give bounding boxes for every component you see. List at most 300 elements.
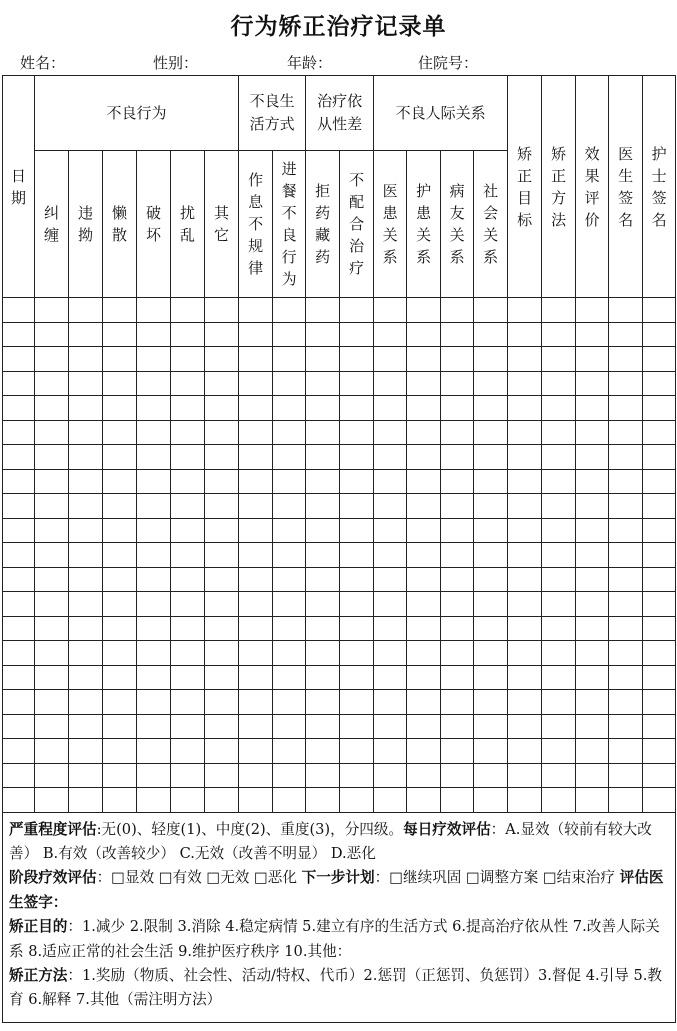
empty-cell[interactable] bbox=[137, 371, 171, 396]
empty-cell[interactable] bbox=[643, 371, 676, 396]
empty-cell[interactable] bbox=[273, 543, 306, 568]
empty-cell[interactable] bbox=[171, 420, 205, 445]
empty-cell[interactable] bbox=[273, 322, 306, 347]
empty-cell[interactable] bbox=[508, 714, 542, 739]
empty-cell[interactable] bbox=[474, 763, 508, 788]
empty-cell[interactable] bbox=[69, 518, 103, 543]
empty-cell[interactable] bbox=[374, 518, 407, 543]
empty-cell[interactable] bbox=[542, 469, 576, 494]
empty-cell[interactable] bbox=[35, 420, 69, 445]
empty-cell[interactable] bbox=[103, 494, 137, 519]
empty-cell[interactable] bbox=[374, 788, 407, 813]
empty-cell[interactable] bbox=[542, 690, 576, 715]
empty-cell[interactable] bbox=[643, 445, 676, 470]
empty-cell[interactable] bbox=[137, 322, 171, 347]
empty-cell[interactable] bbox=[103, 543, 137, 568]
empty-cell[interactable] bbox=[407, 396, 441, 421]
empty-cell[interactable] bbox=[205, 788, 239, 813]
empty-cell[interactable] bbox=[508, 420, 542, 445]
empty-cell[interactable] bbox=[103, 420, 137, 445]
empty-cell[interactable] bbox=[69, 690, 103, 715]
empty-cell[interactable] bbox=[171, 371, 205, 396]
empty-cell[interactable] bbox=[3, 763, 35, 788]
empty-cell[interactable] bbox=[441, 396, 474, 421]
empty-cell[interactable] bbox=[374, 371, 407, 396]
empty-cell[interactable] bbox=[205, 567, 239, 592]
empty-cell[interactable] bbox=[171, 788, 205, 813]
empty-cell[interactable] bbox=[137, 592, 171, 617]
empty-cell[interactable] bbox=[306, 518, 340, 543]
empty-cell[interactable] bbox=[508, 322, 542, 347]
empty-cell[interactable] bbox=[103, 322, 137, 347]
empty-cell[interactable] bbox=[273, 518, 306, 543]
empty-cell[interactable] bbox=[474, 714, 508, 739]
empty-cell[interactable] bbox=[609, 714, 643, 739]
empty-cell[interactable] bbox=[441, 420, 474, 445]
empty-cell[interactable] bbox=[508, 739, 542, 764]
empty-cell[interactable] bbox=[576, 322, 609, 347]
empty-cell[interactable] bbox=[576, 396, 609, 421]
empty-cell[interactable] bbox=[205, 763, 239, 788]
empty-cell[interactable] bbox=[340, 445, 374, 470]
empty-cell[interactable] bbox=[171, 347, 205, 372]
empty-cell[interactable] bbox=[508, 641, 542, 666]
empty-cell[interactable] bbox=[609, 371, 643, 396]
empty-cell[interactable] bbox=[103, 518, 137, 543]
empty-cell[interactable] bbox=[576, 445, 609, 470]
empty-cell[interactable] bbox=[508, 665, 542, 690]
empty-cell[interactable] bbox=[374, 763, 407, 788]
empty-cell[interactable] bbox=[3, 739, 35, 764]
empty-cell[interactable] bbox=[239, 763, 273, 788]
empty-cell[interactable] bbox=[306, 763, 340, 788]
empty-cell[interactable] bbox=[205, 641, 239, 666]
empty-cell[interactable] bbox=[609, 396, 643, 421]
empty-cell[interactable] bbox=[306, 445, 340, 470]
empty-cell[interactable] bbox=[3, 690, 35, 715]
empty-cell[interactable] bbox=[643, 788, 676, 813]
empty-cell[interactable] bbox=[273, 445, 306, 470]
empty-cell[interactable] bbox=[374, 739, 407, 764]
empty-cell[interactable] bbox=[137, 347, 171, 372]
empty-cell[interactable] bbox=[69, 347, 103, 372]
empty-cell[interactable] bbox=[239, 543, 273, 568]
empty-cell[interactable] bbox=[508, 469, 542, 494]
empty-cell[interactable] bbox=[474, 322, 508, 347]
empty-cell[interactable] bbox=[340, 763, 374, 788]
empty-cell[interactable] bbox=[474, 592, 508, 617]
empty-cell[interactable] bbox=[340, 322, 374, 347]
empty-cell[interactable] bbox=[137, 763, 171, 788]
empty-cell[interactable] bbox=[205, 543, 239, 568]
empty-cell[interactable] bbox=[374, 616, 407, 641]
empty-cell[interactable] bbox=[171, 322, 205, 347]
empty-cell[interactable] bbox=[474, 298, 508, 323]
empty-cell[interactable] bbox=[171, 543, 205, 568]
empty-cell[interactable] bbox=[609, 518, 643, 543]
empty-cell[interactable] bbox=[3, 543, 35, 568]
empty-cell[interactable] bbox=[103, 567, 137, 592]
empty-cell[interactable] bbox=[643, 641, 676, 666]
empty-cell[interactable] bbox=[35, 690, 69, 715]
empty-cell[interactable] bbox=[576, 739, 609, 764]
empty-cell[interactable] bbox=[69, 420, 103, 445]
empty-cell[interactable] bbox=[239, 690, 273, 715]
empty-cell[interactable] bbox=[239, 396, 273, 421]
empty-cell[interactable] bbox=[508, 396, 542, 421]
empty-cell[interactable] bbox=[340, 592, 374, 617]
empty-cell[interactable] bbox=[441, 665, 474, 690]
empty-cell[interactable] bbox=[340, 371, 374, 396]
empty-cell[interactable] bbox=[508, 298, 542, 323]
empty-cell[interactable] bbox=[508, 371, 542, 396]
empty-cell[interactable] bbox=[542, 396, 576, 421]
empty-cell[interactable] bbox=[407, 592, 441, 617]
empty-cell[interactable] bbox=[69, 665, 103, 690]
empty-cell[interactable] bbox=[239, 347, 273, 372]
empty-cell[interactable] bbox=[340, 739, 374, 764]
empty-cell[interactable] bbox=[239, 567, 273, 592]
empty-cell[interactable] bbox=[3, 347, 35, 372]
empty-cell[interactable] bbox=[205, 665, 239, 690]
empty-cell[interactable] bbox=[609, 469, 643, 494]
empty-cell[interactable] bbox=[69, 396, 103, 421]
empty-cell[interactable] bbox=[306, 543, 340, 568]
empty-cell[interactable] bbox=[3, 371, 35, 396]
empty-cell[interactable] bbox=[137, 714, 171, 739]
empty-cell[interactable] bbox=[407, 739, 441, 764]
empty-cell[interactable] bbox=[35, 347, 69, 372]
empty-cell[interactable] bbox=[35, 763, 69, 788]
empty-cell[interactable] bbox=[508, 788, 542, 813]
empty-cell[interactable] bbox=[340, 665, 374, 690]
empty-cell[interactable] bbox=[576, 298, 609, 323]
empty-cell[interactable] bbox=[542, 788, 576, 813]
empty-cell[interactable] bbox=[3, 714, 35, 739]
empty-cell[interactable] bbox=[542, 322, 576, 347]
empty-cell[interactable] bbox=[407, 788, 441, 813]
empty-cell[interactable] bbox=[474, 518, 508, 543]
empty-cell[interactable] bbox=[474, 616, 508, 641]
empty-cell[interactable] bbox=[474, 690, 508, 715]
empty-cell[interactable] bbox=[508, 494, 542, 519]
empty-cell[interactable] bbox=[171, 616, 205, 641]
empty-cell[interactable] bbox=[205, 396, 239, 421]
empty-cell[interactable] bbox=[407, 494, 441, 519]
empty-cell[interactable] bbox=[137, 494, 171, 519]
empty-cell[interactable] bbox=[3, 616, 35, 641]
empty-cell[interactable] bbox=[171, 298, 205, 323]
empty-cell[interactable] bbox=[374, 567, 407, 592]
empty-cell[interactable] bbox=[340, 469, 374, 494]
empty-cell[interactable] bbox=[69, 641, 103, 666]
empty-cell[interactable] bbox=[643, 469, 676, 494]
empty-cell[interactable] bbox=[643, 396, 676, 421]
empty-cell[interactable] bbox=[643, 616, 676, 641]
empty-cell[interactable] bbox=[609, 763, 643, 788]
empty-cell[interactable] bbox=[306, 567, 340, 592]
empty-cell[interactable] bbox=[103, 739, 137, 764]
empty-cell[interactable] bbox=[306, 788, 340, 813]
empty-cell[interactable] bbox=[306, 469, 340, 494]
empty-cell[interactable] bbox=[576, 469, 609, 494]
empty-cell[interactable] bbox=[542, 714, 576, 739]
empty-cell[interactable] bbox=[609, 567, 643, 592]
empty-cell[interactable] bbox=[542, 445, 576, 470]
empty-cell[interactable] bbox=[407, 665, 441, 690]
empty-cell[interactable] bbox=[441, 469, 474, 494]
empty-cell[interactable] bbox=[441, 763, 474, 788]
empty-cell[interactable] bbox=[273, 347, 306, 372]
empty-cell[interactable] bbox=[643, 739, 676, 764]
empty-cell[interactable] bbox=[3, 396, 35, 421]
empty-cell[interactable] bbox=[137, 567, 171, 592]
empty-cell[interactable] bbox=[374, 396, 407, 421]
empty-cell[interactable] bbox=[205, 420, 239, 445]
empty-cell[interactable] bbox=[69, 714, 103, 739]
empty-cell[interactable] bbox=[643, 592, 676, 617]
empty-cell[interactable] bbox=[508, 616, 542, 641]
empty-cell[interactable] bbox=[239, 616, 273, 641]
empty-cell[interactable] bbox=[576, 543, 609, 568]
empty-cell[interactable] bbox=[273, 567, 306, 592]
empty-cell[interactable] bbox=[137, 543, 171, 568]
empty-cell[interactable] bbox=[239, 592, 273, 617]
empty-cell[interactable] bbox=[340, 298, 374, 323]
empty-cell[interactable] bbox=[542, 371, 576, 396]
empty-cell[interactable] bbox=[35, 665, 69, 690]
empty-cell[interactable] bbox=[137, 690, 171, 715]
empty-cell[interactable] bbox=[643, 347, 676, 372]
empty-cell[interactable] bbox=[273, 298, 306, 323]
empty-cell[interactable] bbox=[508, 690, 542, 715]
empty-cell[interactable] bbox=[576, 347, 609, 372]
empty-cell[interactable] bbox=[306, 739, 340, 764]
empty-cell[interactable] bbox=[103, 396, 137, 421]
empty-cell[interactable] bbox=[205, 322, 239, 347]
empty-cell[interactable] bbox=[239, 714, 273, 739]
empty-cell[interactable] bbox=[103, 371, 137, 396]
empty-cell[interactable] bbox=[273, 641, 306, 666]
empty-cell[interactable] bbox=[306, 347, 340, 372]
empty-cell[interactable] bbox=[239, 665, 273, 690]
empty-cell[interactable] bbox=[35, 616, 69, 641]
empty-cell[interactable] bbox=[35, 298, 69, 323]
empty-cell[interactable] bbox=[205, 298, 239, 323]
empty-cell[interactable] bbox=[35, 396, 69, 421]
empty-cell[interactable] bbox=[643, 763, 676, 788]
empty-cell[interactable] bbox=[508, 347, 542, 372]
empty-cell[interactable] bbox=[374, 494, 407, 519]
empty-cell[interactable] bbox=[441, 641, 474, 666]
empty-cell[interactable] bbox=[474, 347, 508, 372]
empty-cell[interactable] bbox=[542, 592, 576, 617]
empty-cell[interactable] bbox=[171, 592, 205, 617]
empty-cell[interactable] bbox=[643, 543, 676, 568]
empty-cell[interactable] bbox=[374, 420, 407, 445]
empty-cell[interactable] bbox=[103, 641, 137, 666]
empty-cell[interactable] bbox=[35, 714, 69, 739]
empty-cell[interactable] bbox=[576, 567, 609, 592]
empty-cell[interactable] bbox=[205, 616, 239, 641]
empty-cell[interactable] bbox=[3, 788, 35, 813]
empty-cell[interactable] bbox=[3, 322, 35, 347]
empty-cell[interactable] bbox=[407, 714, 441, 739]
empty-cell[interactable] bbox=[407, 469, 441, 494]
empty-cell[interactable] bbox=[609, 347, 643, 372]
empty-cell[interactable] bbox=[306, 371, 340, 396]
empty-cell[interactable] bbox=[171, 518, 205, 543]
empty-cell[interactable] bbox=[171, 396, 205, 421]
empty-cell[interactable] bbox=[69, 788, 103, 813]
empty-cell[interactable] bbox=[137, 641, 171, 666]
empty-cell[interactable] bbox=[273, 494, 306, 519]
empty-cell[interactable] bbox=[609, 445, 643, 470]
empty-cell[interactable] bbox=[643, 714, 676, 739]
empty-cell[interactable] bbox=[35, 445, 69, 470]
empty-cell[interactable] bbox=[441, 690, 474, 715]
empty-cell[interactable] bbox=[441, 371, 474, 396]
empty-cell[interactable] bbox=[273, 420, 306, 445]
empty-cell[interactable] bbox=[340, 518, 374, 543]
empty-cell[interactable] bbox=[474, 494, 508, 519]
empty-cell[interactable] bbox=[273, 665, 306, 690]
empty-cell[interactable] bbox=[474, 543, 508, 568]
empty-cell[interactable] bbox=[407, 567, 441, 592]
empty-cell[interactable] bbox=[3, 518, 35, 543]
empty-cell[interactable] bbox=[407, 763, 441, 788]
empty-cell[interactable] bbox=[239, 469, 273, 494]
empty-cell[interactable] bbox=[273, 739, 306, 764]
empty-cell[interactable] bbox=[103, 616, 137, 641]
empty-cell[interactable] bbox=[205, 494, 239, 519]
empty-cell[interactable] bbox=[576, 518, 609, 543]
empty-cell[interactable] bbox=[374, 690, 407, 715]
empty-cell[interactable] bbox=[3, 420, 35, 445]
empty-cell[interactable] bbox=[576, 616, 609, 641]
empty-cell[interactable] bbox=[69, 322, 103, 347]
empty-cell[interactable] bbox=[407, 543, 441, 568]
empty-cell[interactable] bbox=[205, 690, 239, 715]
empty-cell[interactable] bbox=[171, 494, 205, 519]
empty-cell[interactable] bbox=[239, 298, 273, 323]
empty-cell[interactable] bbox=[137, 788, 171, 813]
empty-cell[interactable] bbox=[576, 641, 609, 666]
empty-cell[interactable] bbox=[474, 665, 508, 690]
empty-cell[interactable] bbox=[542, 665, 576, 690]
empty-cell[interactable] bbox=[374, 322, 407, 347]
empty-cell[interactable] bbox=[407, 641, 441, 666]
empty-cell[interactable] bbox=[340, 347, 374, 372]
empty-cell[interactable] bbox=[273, 469, 306, 494]
empty-cell[interactable] bbox=[69, 494, 103, 519]
empty-cell[interactable] bbox=[171, 567, 205, 592]
empty-cell[interactable] bbox=[69, 592, 103, 617]
empty-cell[interactable] bbox=[542, 739, 576, 764]
empty-cell[interactable] bbox=[576, 494, 609, 519]
empty-cell[interactable] bbox=[441, 518, 474, 543]
empty-cell[interactable] bbox=[171, 690, 205, 715]
empty-cell[interactable] bbox=[407, 298, 441, 323]
empty-cell[interactable] bbox=[508, 445, 542, 470]
empty-cell[interactable] bbox=[137, 739, 171, 764]
empty-cell[interactable] bbox=[239, 739, 273, 764]
empty-cell[interactable] bbox=[407, 616, 441, 641]
empty-cell[interactable] bbox=[542, 347, 576, 372]
empty-cell[interactable] bbox=[340, 420, 374, 445]
empty-cell[interactable] bbox=[474, 445, 508, 470]
empty-cell[interactable] bbox=[171, 469, 205, 494]
empty-cell[interactable] bbox=[340, 690, 374, 715]
empty-cell[interactable] bbox=[374, 641, 407, 666]
empty-cell[interactable] bbox=[137, 665, 171, 690]
empty-cell[interactable] bbox=[340, 788, 374, 813]
empty-cell[interactable] bbox=[137, 616, 171, 641]
empty-cell[interactable] bbox=[374, 543, 407, 568]
empty-cell[interactable] bbox=[137, 420, 171, 445]
empty-cell[interactable] bbox=[374, 445, 407, 470]
empty-cell[interactable] bbox=[643, 518, 676, 543]
empty-cell[interactable] bbox=[474, 420, 508, 445]
empty-cell[interactable] bbox=[306, 396, 340, 421]
empty-cell[interactable] bbox=[103, 690, 137, 715]
empty-cell[interactable] bbox=[407, 518, 441, 543]
empty-cell[interactable] bbox=[609, 665, 643, 690]
empty-cell[interactable] bbox=[205, 518, 239, 543]
empty-cell[interactable] bbox=[205, 714, 239, 739]
empty-cell[interactable] bbox=[542, 616, 576, 641]
empty-cell[interactable] bbox=[474, 396, 508, 421]
empty-cell[interactable] bbox=[171, 641, 205, 666]
empty-cell[interactable] bbox=[35, 322, 69, 347]
empty-cell[interactable] bbox=[103, 445, 137, 470]
empty-cell[interactable] bbox=[171, 665, 205, 690]
empty-cell[interactable] bbox=[576, 371, 609, 396]
empty-cell[interactable] bbox=[205, 445, 239, 470]
empty-cell[interactable] bbox=[609, 690, 643, 715]
empty-cell[interactable] bbox=[103, 763, 137, 788]
empty-cell[interactable] bbox=[205, 739, 239, 764]
empty-cell[interactable] bbox=[542, 518, 576, 543]
empty-cell[interactable] bbox=[239, 322, 273, 347]
empty-cell[interactable] bbox=[306, 420, 340, 445]
empty-cell[interactable] bbox=[35, 518, 69, 543]
empty-cell[interactable] bbox=[340, 714, 374, 739]
empty-cell[interactable] bbox=[441, 543, 474, 568]
empty-cell[interactable] bbox=[306, 714, 340, 739]
empty-cell[interactable] bbox=[3, 469, 35, 494]
empty-cell[interactable] bbox=[609, 322, 643, 347]
empty-cell[interactable] bbox=[609, 616, 643, 641]
empty-cell[interactable] bbox=[3, 445, 35, 470]
empty-cell[interactable] bbox=[205, 592, 239, 617]
empty-cell[interactable] bbox=[205, 469, 239, 494]
empty-cell[interactable] bbox=[273, 788, 306, 813]
empty-cell[interactable] bbox=[441, 298, 474, 323]
empty-cell[interactable] bbox=[407, 690, 441, 715]
empty-cell[interactable] bbox=[239, 494, 273, 519]
empty-cell[interactable] bbox=[441, 567, 474, 592]
empty-cell[interactable] bbox=[576, 714, 609, 739]
empty-cell[interactable] bbox=[273, 396, 306, 421]
empty-cell[interactable] bbox=[306, 690, 340, 715]
empty-cell[interactable] bbox=[542, 763, 576, 788]
empty-cell[interactable] bbox=[542, 420, 576, 445]
empty-cell[interactable] bbox=[35, 641, 69, 666]
empty-cell[interactable] bbox=[374, 347, 407, 372]
empty-cell[interactable] bbox=[441, 739, 474, 764]
empty-cell[interactable] bbox=[35, 469, 69, 494]
